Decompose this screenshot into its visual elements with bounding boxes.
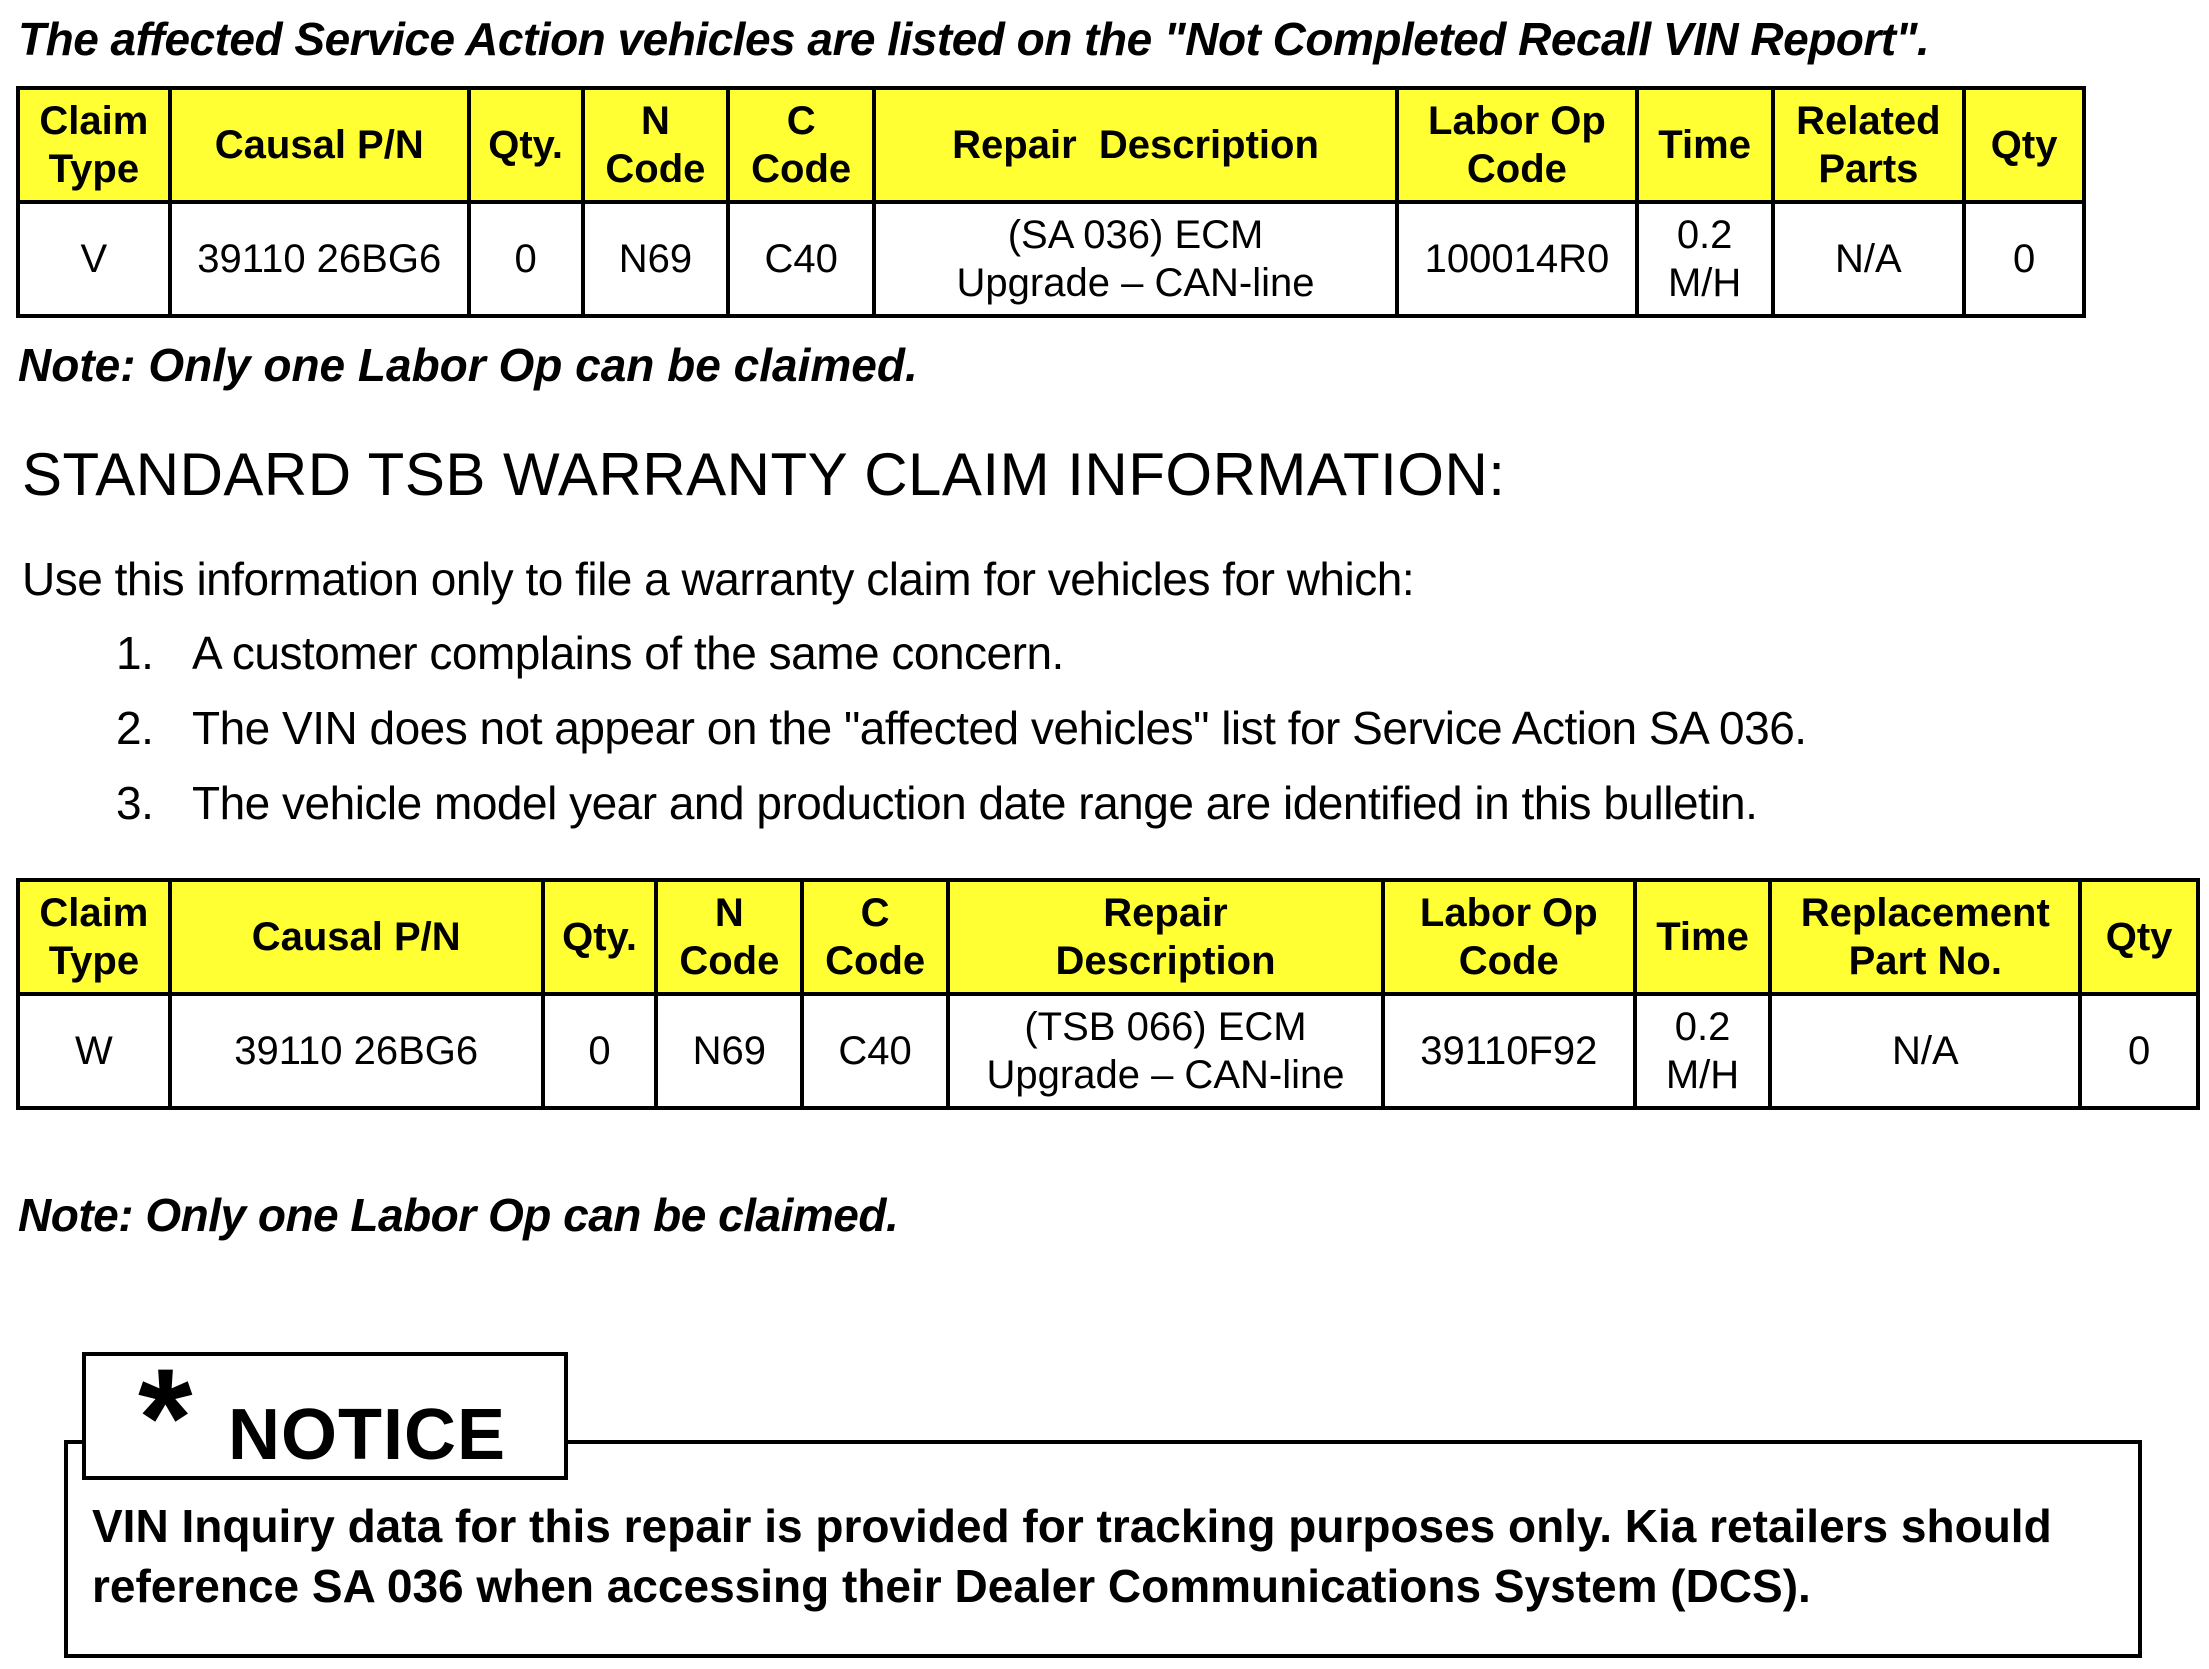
asterisk-icon: * — [138, 1339, 193, 1496]
header-time: Time — [1635, 880, 1771, 994]
header-n-code: N Code — [583, 88, 729, 202]
list-item — [116, 701, 1807, 776]
note-labor-op: Note: Only one Labor Op can be claimed. — [18, 339, 918, 391]
intro-text: Use this information only to file a warranty claim for vehicles for which: — [22, 553, 1415, 605]
list-number: 1. — [116, 627, 154, 679]
cell-related-parts: N/A — [1773, 202, 1965, 316]
section-title: STANDARD TSB WARRANTY CLAIM INFORMATION: — [22, 441, 1506, 508]
sa-claim-table — [16, 86, 2086, 318]
list-number: 3. — [116, 777, 154, 829]
criteria-list — [116, 626, 1807, 851]
tsb-claim-table — [16, 878, 2200, 1110]
header-repair-description: Repair Description — [874, 88, 1397, 202]
header-time: Time — [1637, 88, 1773, 202]
header-qty-2: Qty — [1964, 88, 2084, 202]
header-qty-2: Qty — [2080, 880, 2198, 994]
header-qty: Qty. — [543, 880, 657, 994]
cell-qty: 0 — [543, 994, 657, 1108]
cell-time: 0.2 M/H — [1635, 994, 1771, 1108]
cell-labor-op-code: 100014R0 — [1397, 202, 1637, 316]
cell-causal-pn: 39110 26BG6 — [170, 202, 469, 316]
cell-claim-type: V — [18, 202, 170, 316]
header-c-code: C Code — [802, 880, 948, 994]
header-related-parts: Related Parts — [1773, 88, 1965, 202]
cell-labor-op-code: 39110F92 — [1383, 994, 1635, 1108]
cell-causal-pn: 39110 26BG6 — [170, 994, 543, 1108]
list-text: The vehicle model year and production date range are identified in this bulletin. — [192, 777, 1758, 829]
cell-c-code: C40 — [802, 994, 948, 1108]
cell-qty: 0 — [469, 202, 583, 316]
notice-label — [82, 1339, 568, 1496]
cell-n-code: N69 — [583, 202, 729, 316]
header-c-code: C Code — [728, 88, 874, 202]
cell-time: 0.2 M/H — [1637, 202, 1773, 316]
cell-c-code: C40 — [728, 202, 874, 316]
notice-title: NOTICE — [228, 1395, 507, 1475]
cell-n-code: N69 — [656, 994, 802, 1108]
list-item — [116, 626, 1807, 701]
list-text: The VIN does not appear on the "affected vehicles" list for Service Action SA 036. — [192, 702, 1807, 754]
header-labor-op-code: Labor Op Code — [1397, 88, 1637, 202]
header-repair-description: Repair Description — [948, 880, 1383, 994]
cell-replacement-part: N/A — [1770, 994, 2080, 1108]
list-number: 2. — [116, 702, 154, 754]
header-replacement-part: Replacement Part No. — [1770, 880, 2080, 994]
header-causal-pn: Causal P/N — [170, 88, 469, 202]
cell-repair-description: (SA 036) ECM Upgrade – CAN-line — [874, 202, 1397, 316]
header-n-code: N Code — [656, 880, 802, 994]
header-labor-op-code: Labor Op Code — [1383, 880, 1635, 994]
notice-text: VIN Inquiry data for this repair is provided for tracking purposes only. Kia retailers should reference SA 036 when accessing their Dealer Communications System (DCS). — [92, 1500, 2052, 1612]
list-text: A customer complains of the same concern. — [192, 627, 1064, 679]
cell-repair-description: (TSB 066) ECM Upgrade – CAN-line — [948, 994, 1383, 1108]
note-labor-op: Note: Only one Labor Op can be claimed. — [18, 1189, 899, 1241]
header-claim-type: Claim Type — [18, 880, 170, 994]
report-heading: The affected Service Action vehicles are listed on the "Not Completed Recall VIN Report". — [18, 13, 1930, 65]
cell-qty-2: 0 — [1964, 202, 2084, 316]
header-causal-pn: Causal P/N — [170, 880, 543, 994]
header-qty: Qty. — [469, 88, 583, 202]
cell-claim-type: W — [18, 994, 170, 1108]
list-item — [116, 776, 1807, 851]
cell-qty-2: 0 — [2080, 994, 2198, 1108]
header-claim-type: Claim Type — [18, 88, 170, 202]
